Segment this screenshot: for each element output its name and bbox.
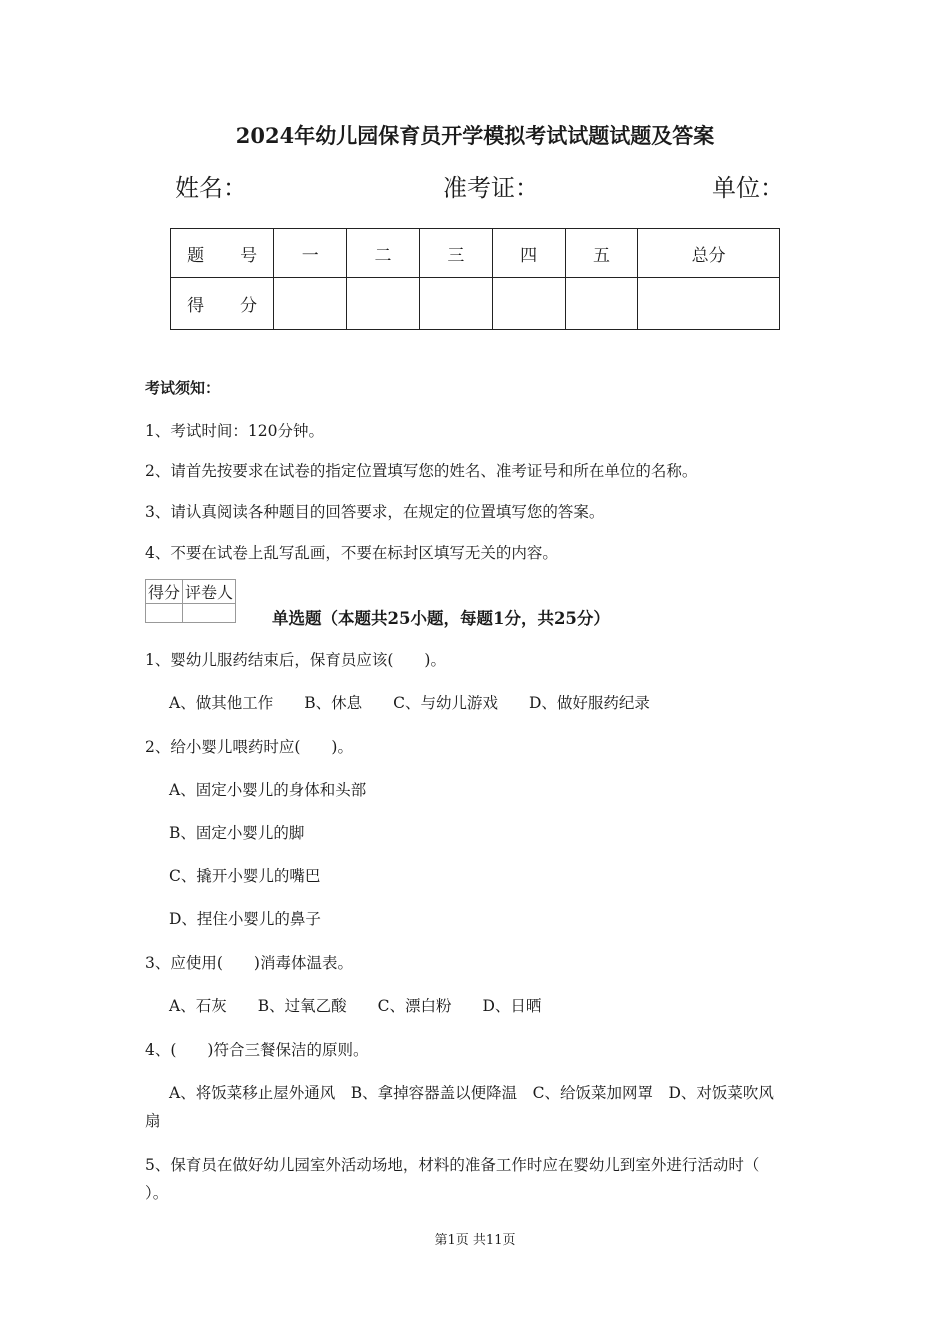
question-options-continued: 扇: [145, 1112, 161, 1130]
question-stem: 5、保育员在做好幼儿园室外活动场地，材料的准备工作时应在婴幼儿到室外进行活动时（: [145, 1156, 760, 1174]
question-option: D、捏住小婴儿的鼻子: [169, 910, 321, 928]
score-table: [170, 228, 780, 330]
question-stem: 2、给小婴儿喂药时应( )。: [145, 738, 353, 756]
score-table-header-cell: 三: [419, 229, 492, 278]
notice-item: 2、请首先按要求在试卷的指定位置填写您的姓名、准考证号和所在单位的名称。: [145, 462, 698, 480]
score-cell[interactable]: [419, 278, 492, 330]
grader-reviewer-cell[interactable]: [183, 604, 236, 623]
page-footer: 第1页 共11页: [434, 1233, 516, 1248]
grader-score-label: 得分: [146, 580, 183, 604]
notice-heading: 考试须知：: [145, 379, 221, 397]
score-table-header-cell: 一: [274, 229, 347, 278]
score-table-score-label: 得 分: [171, 278, 274, 330]
page-title: 2024年幼儿园保育员开学模拟考试试题试题及答案: [235, 123, 715, 148]
question-stem: 3、应使用( )消毒体温表。: [145, 954, 353, 972]
grader-score-cell[interactable]: [146, 604, 183, 623]
section-heading: 单选题（本题共25小题，每题1分，共25分）: [272, 609, 610, 628]
question-options: A、做其他工作 B、休息 C、与幼儿游戏 D、做好服药纪录: [169, 694, 650, 712]
question-stem: 4、( )符合三餐保洁的原则。: [145, 1041, 369, 1059]
exam-id-field-label: 准考证：: [443, 174, 539, 202]
notice-item: 3、请认真阅读各种题目的回答要求，在规定的位置填写您的答案。: [145, 503, 605, 521]
score-cell[interactable]: [565, 278, 638, 330]
question-option: A、固定小婴儿的身体和头部: [169, 781, 367, 799]
question-stem: 1、婴幼儿服药结束后，保育员应该( )。: [145, 651, 446, 669]
grader-box: [145, 579, 236, 623]
question-option: C、撬开小婴儿的嘴巴: [169, 867, 321, 885]
unit-field-label: 单位：: [712, 174, 784, 202]
score-table-header-cell: 五: [565, 229, 638, 278]
notice-item: 4、不要在试卷上乱写乱画，不要在标封区填写无关的内容。: [145, 544, 558, 562]
question-stem-continued: ）。: [145, 1184, 169, 1202]
score-table-score-row: [171, 278, 780, 330]
score-cell[interactable]: [347, 278, 420, 330]
score-cell[interactable]: [274, 278, 347, 330]
score-cell[interactable]: [638, 278, 780, 330]
score-table-header-cell: 总分: [638, 229, 780, 278]
question-options: A、石灰 B、过氧乙酸 C、漂白粉 D、日晒: [169, 997, 542, 1015]
score-table-header-row: [171, 229, 780, 278]
score-table-header-cell: 二: [347, 229, 420, 278]
grader-reviewer-label: 评卷人: [183, 580, 236, 604]
question-option: B、固定小婴儿的脚: [169, 824, 305, 842]
name-field-label: 姓名：: [175, 174, 247, 202]
question-options: A、将饭菜移止屋外通风 B、拿掉容器盖以便降温 C、给饭菜加网罩 D、对饭菜吹风: [169, 1084, 774, 1102]
notice-item: 1、考试时间：120分钟。: [145, 422, 324, 440]
score-table-header-label: 题 号: [171, 229, 274, 278]
score-cell[interactable]: [492, 278, 565, 330]
score-table-header-cell: 四: [492, 229, 565, 278]
